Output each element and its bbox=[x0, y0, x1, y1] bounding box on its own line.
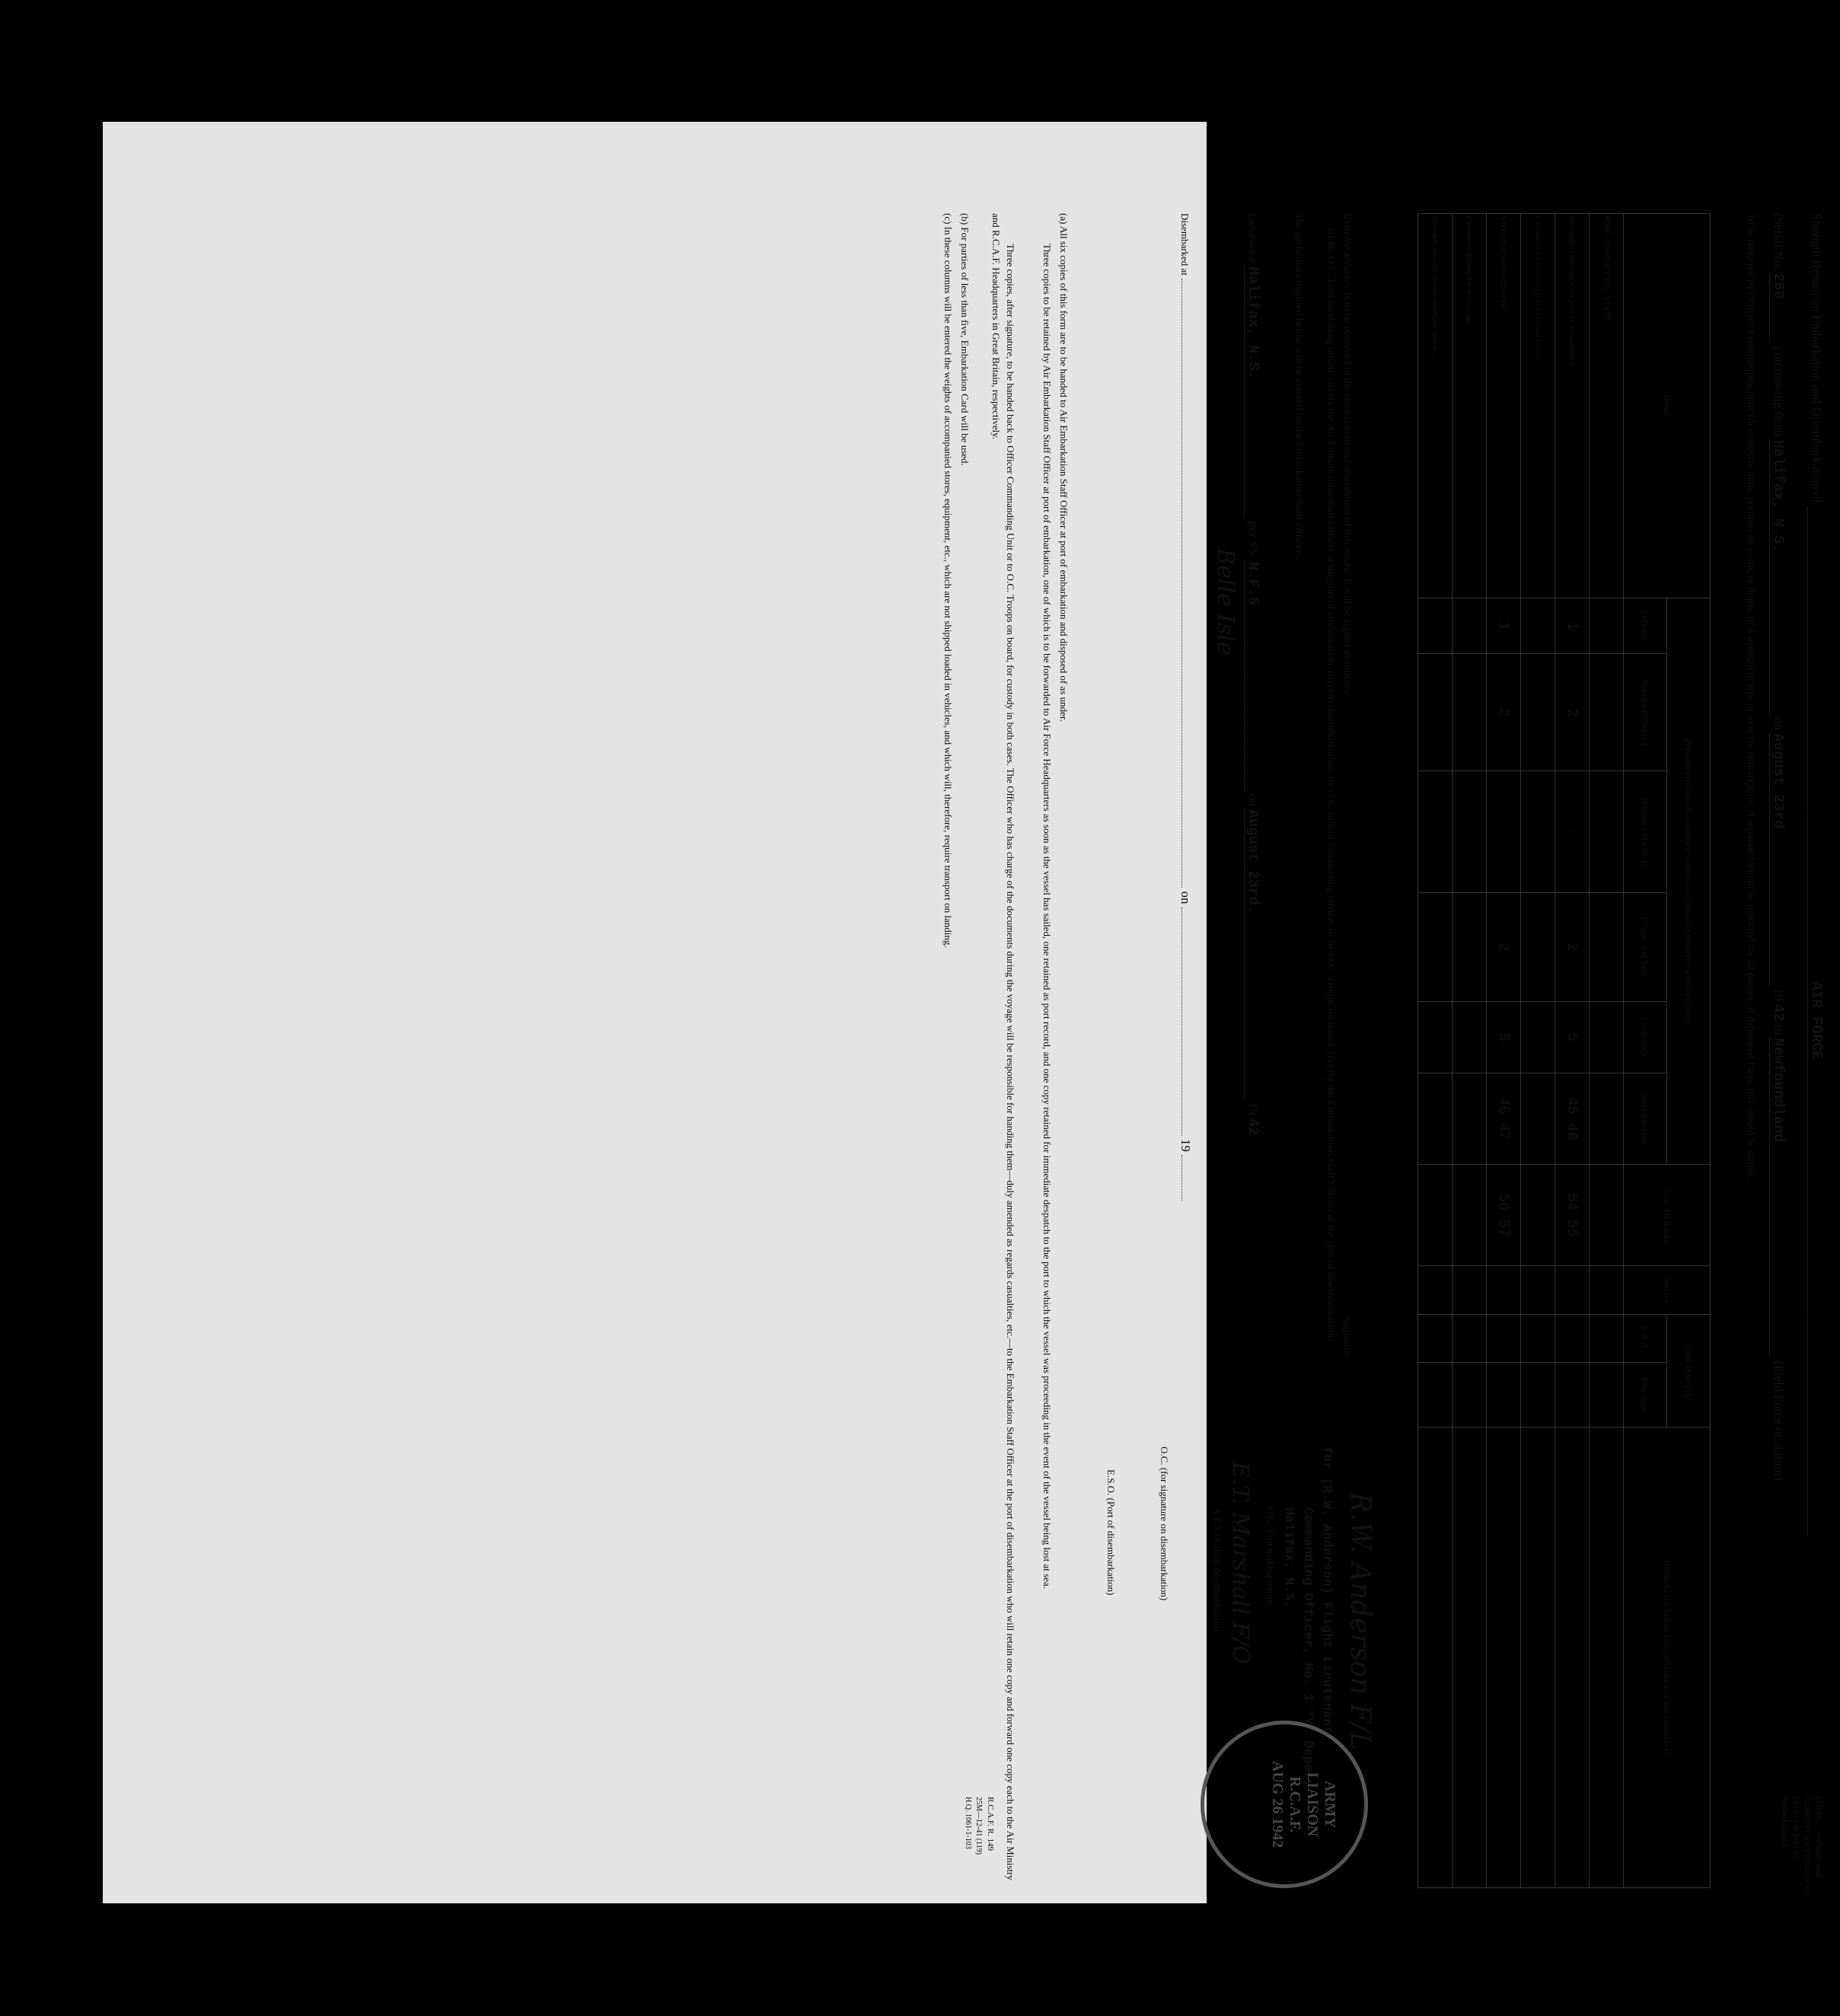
year-label: 19 bbox=[1771, 987, 1786, 1001]
accuracy-text-3: The particulars required below will be entered by the Embarkation Staff Officers. bbox=[1293, 213, 1304, 560]
cell-total: 54 55 bbox=[1555, 1164, 1590, 1265]
table-row bbox=[1487, 214, 1521, 1888]
move-year: 42 bbox=[1770, 1003, 1787, 1022]
field-force-label: (Field Force or station). bbox=[1771, 1360, 1786, 1485]
note-b: (b) For parties of less than five, Embarkation Card will be used. bbox=[959, 213, 971, 466]
table-row bbox=[1555, 214, 1590, 1888]
cell-corporals: 5 bbox=[1487, 1001, 1521, 1073]
serial-label: (Serial No. bbox=[1771, 213, 1786, 270]
row-detail: Strength as entrained for port of embarkation bbox=[1555, 214, 1590, 598]
ship-name: N.F.6 bbox=[1244, 562, 1261, 790]
col-total: Total All Ranks bbox=[1624, 1164, 1711, 1265]
form-sheet bbox=[103, 122, 1825, 1903]
table-row bbox=[1453, 214, 1487, 1888]
serial-number: 260 bbox=[1769, 273, 1787, 342]
disembarked-line bbox=[1178, 213, 1193, 1201]
stamp-date: AUG 26 1942 bbox=[1269, 1760, 1286, 1849]
form-number: R.C.A.F. R. 149 bbox=[986, 1797, 995, 1851]
serial-line bbox=[1769, 213, 1787, 1484]
row-detail: Strength actually disembarked for service bbox=[1418, 214, 1453, 598]
note-a2: Three copies, after signature, to be handed back to Officer Commanding Unit or to O.C. Troops on board, for custody in both cases. The Officer who has charge of the documents during the voyage will be responsible for handing them—duly amended as regards casualties, etc.—to the Embarkation Staff Officer at the port of disembarkation who will retain one copy and forward one copy each to the Air Ministry and R.C.A.F. Headquarters in Great Britain, respectively. bbox=[990, 213, 1016, 1880]
oc-unit-label: O.C. Unit making return. bbox=[1265, 1507, 1277, 1607]
col-sgts: F/Sgts. and Sgts. bbox=[1624, 893, 1667, 1002]
oc-signature: R.W. Anderson F/L bbox=[1344, 1492, 1376, 1750]
row-detail: Casualties during the sea voyage bbox=[1453, 214, 1487, 598]
aeso-label: A.E.S.O. (Port of embarkation) bbox=[1212, 1507, 1223, 1632]
cell-wo2: - bbox=[1487, 771, 1521, 893]
note-a1: Three copies to be retained by Air Embarkation Staff Officer at port of embarkation, one of which is to be forwarded to Air Force Headquarters as soon as the vessel has sailed, one retained as port record, and one copy retained for immediate despatch to the port to which the vessel was proceeding in the event of the vessel being lost at sea. bbox=[1041, 244, 1053, 1589]
col-aircraftsmen: Aircrafts-men bbox=[1624, 1073, 1667, 1164]
typed-title: Commanding Officer, No. 1 "Y" Depot, bbox=[1300, 1507, 1315, 1788]
embarked-line bbox=[1244, 213, 1261, 1136]
copies-note: (To be ... sextuple and handed to Air Embarkation Officer at port of embarkation) bbox=[1780, 1797, 1825, 1896]
hq-code: H.Q. 1061-1-103 bbox=[964, 1797, 972, 1849]
personnel-group-header: Personnel (of which a complete nominal roll must be rendered with this form) bbox=[1667, 598, 1711, 1165]
cell-corporals: 5 bbox=[1555, 1001, 1590, 1073]
note-c: (c) In these columns will be entered the weights of accompanied stores, equipment, etc., which are not shipped loaded in vehicles, and which will, therefore, require transport on landing. bbox=[942, 213, 954, 948]
ship-handwritten: Belle Isle bbox=[1212, 548, 1239, 656]
liaison-stamp bbox=[1201, 1721, 1368, 1888]
on-label: on bbox=[1771, 717, 1786, 730]
unit-name: AIR FORCE bbox=[1807, 507, 1825, 1535]
cell-total: 56 57 bbox=[1487, 1164, 1521, 1265]
title-line bbox=[1807, 213, 1825, 1535]
col-corporals: Corp-orals bbox=[1624, 1001, 1667, 1073]
embarked-port: Halifax, N.S. bbox=[1244, 266, 1261, 518]
embark-year: 42 bbox=[1245, 1118, 1261, 1136]
eso-label: E.S.O. (Port of disembarkation) bbox=[1105, 1469, 1117, 1596]
moving-from: Halifax, N.S. bbox=[1769, 440, 1787, 714]
cell-aircraftsmen: 46 47 bbox=[1487, 1073, 1521, 1164]
table-row bbox=[1590, 214, 1624, 1888]
cell-aircraftsmen: 45 46 bbox=[1555, 1073, 1590, 1164]
cell-sgts: 2 bbox=[1487, 893, 1521, 1002]
print-code: 25M—12-41 (119) bbox=[974, 1797, 983, 1855]
accuracy-text-2: (i) By O.C. Unit furnishing return. (ii) By the Air Embarkation Staff Officer at the port of embarkation. (iii) On disembarkation, by O.C. unit or Conducting Officer or by O.C. Troops on board. (iv) By the Embarkation Staff Officer at the port of disembarkation. bbox=[1325, 228, 1336, 1341]
col-wo2: Warrant Officers II bbox=[1624, 771, 1667, 893]
stamp-line-2: R.C.A.F. bbox=[1287, 1776, 1303, 1833]
table-group-header bbox=[1667, 214, 1711, 1888]
destination: Newfoundland bbox=[1769, 1038, 1787, 1357]
col-wo1: Warrant Officers I bbox=[1624, 654, 1667, 771]
col-nurses: Nurses bbox=[1624, 1266, 1711, 1315]
embark-on-label: on bbox=[1246, 793, 1261, 807]
row-detail: RCAF Conducting Staff bbox=[1590, 214, 1624, 598]
table-row bbox=[1418, 214, 1453, 1888]
col-officers: Officers bbox=[1624, 598, 1667, 654]
instruction-text: To be rendered by Officers Commanding units for complete units, portions of a unit, or drafts, of a strength of five or over for embarkation. A separate form to be rendered for all parties. If Advanced Party, this should be stated. bbox=[1745, 213, 1756, 1179]
moving-from-label: ) on moving from bbox=[1771, 345, 1786, 437]
stamp-line-4: ARMY bbox=[1322, 1780, 1338, 1829]
cell-officers: 1 bbox=[1487, 598, 1521, 654]
typed-place: Halifax, N.S. bbox=[1281, 1507, 1296, 1609]
embark-year-label: 19 bbox=[1246, 1102, 1261, 1115]
col-remarks: Remarks (including full particulars of any casualties) bbox=[1624, 1427, 1711, 1888]
embark-date: August 23rd. bbox=[1244, 809, 1261, 1099]
oc-disembark-label: O.C. (for signature on disembarkation) bbox=[1159, 1447, 1170, 1601]
table-row bbox=[1521, 214, 1555, 1888]
col-baggage: Bag-gage bbox=[1624, 1363, 1667, 1427]
col-detail: Detail bbox=[1624, 214, 1711, 598]
rotated-form-content bbox=[759, 213, 1840, 1919]
to-label: to bbox=[1771, 1024, 1786, 1035]
per-ss-label: per SS. bbox=[1246, 521, 1261, 559]
cell-sgts: 2 bbox=[1555, 893, 1590, 1002]
cell-wo1: 2 bbox=[1487, 654, 1521, 771]
strength-table bbox=[1417, 213, 1711, 1888]
cell-wo2: - bbox=[1555, 771, 1590, 893]
embarked-label: Embarked at bbox=[1247, 213, 1258, 264]
row-detail: Strength actually embarked bbox=[1487, 214, 1521, 598]
disembark-on-label: on bbox=[1178, 891, 1193, 904]
note-a: (a) All six copies of this form are to be handed to Air Embarkation Staff Officer at port of embarkation and disposed of as under. bbox=[1058, 213, 1070, 722]
accuracy-text-1: Extreme accuracy is to be observed in the compilation and amendment of this return. It will be signed as follows:— bbox=[1341, 213, 1353, 707]
stamp-line-3: LIAISON bbox=[1304, 1772, 1321, 1837]
disembark-year-label: 19 bbox=[1178, 1138, 1193, 1152]
signature-label: Signature: bbox=[1341, 1317, 1353, 1358]
col-saa: S.A.A. bbox=[1624, 1314, 1667, 1362]
title-prefix: Strength Return on Embarkation and Disembarkation of bbox=[1810, 213, 1824, 504]
row-detail: Casualties en route for port of embarkation bbox=[1521, 214, 1555, 598]
cell-officers: 1 bbox=[1555, 598, 1590, 654]
cell-wo1: 2 bbox=[1555, 654, 1590, 771]
move-date: August 23rd bbox=[1769, 733, 1787, 984]
typed-name: for (R.W. Anderson) Flight Lieutenant, bbox=[1319, 1447, 1334, 1742]
tons-header: Tons D.W. (c) bbox=[1667, 1314, 1711, 1427]
aeso-signature: E.T. Marshall F/O bbox=[1227, 1462, 1254, 1664]
disembarked-label: Disembarked at bbox=[1179, 213, 1191, 276]
